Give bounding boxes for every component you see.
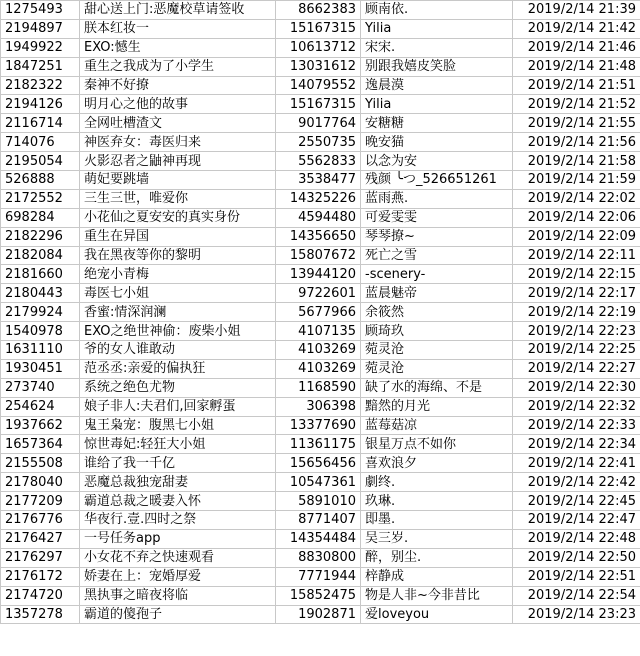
cell-id[interactable]: 2182322	[1, 76, 80, 95]
cell-datetime[interactable]: 2019/2/14 22:47	[513, 511, 640, 530]
cell-author-name[interactable]: 醉，别尘.	[361, 548, 513, 567]
cell-id[interactable]: 273740	[1, 378, 80, 397]
cell-title[interactable]: 黑执事之暗夜将临	[80, 586, 276, 605]
cell-title[interactable]: 爷的女人谁敢动	[80, 341, 276, 360]
cell-id[interactable]: 1631110	[1, 341, 80, 360]
cell-author-id[interactable]: 4103269	[276, 341, 361, 360]
cell-author-id[interactable]: 8830800	[276, 548, 361, 567]
table-row	[1, 189, 640, 208]
cell-author-name[interactable]: 琴琴撩~	[361, 227, 513, 246]
cell-title[interactable]: 毒医七小姐	[80, 284, 276, 303]
cell-title[interactable]: 神医弃女：毒医归来	[80, 133, 276, 152]
cell-author-id[interactable]: 5562833	[276, 152, 361, 171]
cell-author-name[interactable]: 以念为安	[361, 152, 513, 171]
cell-author-id[interactable]: 10613712	[276, 38, 361, 57]
table-row	[1, 38, 640, 57]
cell-datetime[interactable]: 2019/2/14 21:52	[513, 95, 640, 114]
cell-id[interactable]: 1949922	[1, 38, 80, 57]
table-body	[1, 1, 640, 624]
table-row	[1, 359, 640, 378]
cell-datetime[interactable]: 2019/2/14 22:50	[513, 548, 640, 567]
cell-author-id[interactable]: 5677966	[276, 303, 361, 322]
cell-title[interactable]: 谁给了我一千亿	[80, 454, 276, 473]
cell-title[interactable]: 绝宠小青梅	[80, 265, 276, 284]
cell-id[interactable]: 2172552	[1, 189, 80, 208]
cell-title[interactable]: 小花仙之夏安安的真实身份	[80, 208, 276, 227]
table-row	[1, 284, 640, 303]
cell-id[interactable]: 714076	[1, 133, 80, 152]
table-row	[1, 227, 640, 246]
cell-author-id[interactable]: 15167315	[276, 19, 361, 38]
cell-title[interactable]: 重生在异国	[80, 227, 276, 246]
cell-id[interactable]: 2176427	[1, 529, 80, 548]
cell-datetime[interactable]: 2019/2/14 21:48	[513, 57, 640, 76]
cell-datetime[interactable]: 2019/2/14 21:46	[513, 38, 640, 57]
cell-id[interactable]: 526888	[1, 171, 80, 190]
cell-datetime[interactable]: 2019/2/14 22:15	[513, 265, 640, 284]
cell-title[interactable]: 我在黑夜等你的黎明	[80, 246, 276, 265]
cell-datetime[interactable]: 2019/2/14 21:59	[513, 171, 640, 190]
cell-title[interactable]: 朕本红妆一	[80, 19, 276, 38]
cell-datetime[interactable]: 2019/2/14 21:55	[513, 114, 640, 133]
table-row	[1, 95, 640, 114]
cell-datetime[interactable]: 2019/2/14 22:30	[513, 378, 640, 397]
cell-datetime[interactable]: 2019/2/14 22:02	[513, 189, 640, 208]
cell-title[interactable]: 娘子非人:夫君们,回家孵蛋	[80, 397, 276, 416]
cell-datetime[interactable]: 2019/2/14 22:54	[513, 586, 640, 605]
cell-author-id[interactable]: 306398	[276, 397, 361, 416]
table-row	[1, 1, 640, 20]
cell-title[interactable]: 三生三世，唯爱你	[80, 189, 276, 208]
table-row	[1, 548, 640, 567]
cell-title[interactable]: 鬼王枭宠：腹黑七小姐	[80, 416, 276, 435]
cell-author-name[interactable]: 别跟我嬉皮笑脸	[361, 57, 513, 76]
table-row	[1, 303, 640, 322]
cell-author-name[interactable]: 蓝雨燕.	[361, 189, 513, 208]
cell-author-id[interactable]: 9722601	[276, 284, 361, 303]
cell-author-id[interactable]: 8771407	[276, 511, 361, 530]
cell-author-name[interactable]: 即墨.	[361, 511, 513, 530]
cell-datetime[interactable]: 2019/2/14 22:41	[513, 454, 640, 473]
cell-title[interactable]: 甜心送上门:恶魔校草请签收	[80, 1, 276, 20]
cell-id[interactable]: 2182084	[1, 246, 80, 265]
cell-author-id[interactable]: 15656456	[276, 454, 361, 473]
cell-id[interactable]: 2194126	[1, 95, 80, 114]
table-row	[1, 152, 640, 171]
table-row	[1, 473, 640, 492]
cell-title[interactable]: 火影忍者之鼬神再现	[80, 152, 276, 171]
cell-title[interactable]: 香蜜:情深润澜	[80, 303, 276, 322]
cell-author-name[interactable]: 晚安猫	[361, 133, 513, 152]
cell-author-id[interactable]: 13377690	[276, 416, 361, 435]
cell-title[interactable]: 全网吐槽渣文	[80, 114, 276, 133]
table-row	[1, 76, 640, 95]
cell-title[interactable]: 系统之绝色尤物	[80, 378, 276, 397]
cell-author-name[interactable]: 顾琦玖	[361, 322, 513, 341]
cell-title[interactable]: 明月心之他的故事	[80, 95, 276, 114]
cell-id[interactable]: 1540978	[1, 322, 80, 341]
cell-id[interactable]: 1275493	[1, 1, 80, 20]
cell-id[interactable]: 2194897	[1, 19, 80, 38]
table-row	[1, 529, 640, 548]
cell-datetime[interactable]: 2019/2/14 22:45	[513, 492, 640, 511]
table-row	[1, 57, 640, 76]
cell-id[interactable]: 1847251	[1, 57, 80, 76]
cell-author-name[interactable]: 菀灵沧	[361, 359, 513, 378]
cell-id[interactable]: 2176776	[1, 511, 80, 530]
cell-id[interactable]: 2174720	[1, 586, 80, 605]
cell-author-name[interactable]: 逸晨漠	[361, 76, 513, 95]
table-row	[1, 511, 640, 530]
cell-datetime[interactable]: 2019/2/14 22:11	[513, 246, 640, 265]
cell-title[interactable]: 萌妃要跳墙	[80, 171, 276, 190]
table-row	[1, 171, 640, 190]
cell-title[interactable]: 秦神不好撩	[80, 76, 276, 95]
cell-title[interactable]: 娇妻在上：宠婚厚爱	[80, 567, 276, 586]
cell-author-name[interactable]: 劇终.	[361, 473, 513, 492]
cell-datetime[interactable]: 2019/2/14 22:34	[513, 435, 640, 454]
cell-author-id[interactable]: 5891010	[276, 492, 361, 511]
cell-author-id[interactable]: 14354484	[276, 529, 361, 548]
cell-datetime[interactable]: 2019/2/14 22:09	[513, 227, 640, 246]
cell-datetime[interactable]: 2019/2/14 21:39	[513, 1, 640, 20]
cell-id[interactable]: 2195054	[1, 152, 80, 171]
cell-author-id[interactable]: 4103269	[276, 359, 361, 378]
table-row	[1, 19, 640, 38]
cell-author-name[interactable]: 银星万点不如你	[361, 435, 513, 454]
cell-author-name[interactable]: 死亡之雪	[361, 246, 513, 265]
cell-id[interactable]: 2116714	[1, 114, 80, 133]
cell-id[interactable]: 2155508	[1, 454, 80, 473]
cell-id[interactable]: 254624	[1, 397, 80, 416]
cell-title[interactable]: 范丞丞:亲爱的偏执狂	[80, 359, 276, 378]
cell-id[interactable]: 2182296	[1, 227, 80, 246]
cell-author-name[interactable]: 菀灵沧	[361, 341, 513, 360]
cell-id[interactable]: 2176172	[1, 567, 80, 586]
cell-author-name[interactable]: 顾南依.	[361, 1, 513, 20]
cell-author-name[interactable]: 蓝莓菇凉	[361, 416, 513, 435]
cell-datetime[interactable]: 2019/2/14 23:23	[513, 605, 640, 624]
table-row	[1, 265, 640, 284]
cell-title[interactable]: 小女花不弃之快速观看	[80, 548, 276, 567]
cell-author-id[interactable]: 13944120	[276, 265, 361, 284]
cell-id[interactable]: 2181660	[1, 265, 80, 284]
table-row	[1, 567, 640, 586]
cell-author-name[interactable]: Yilia	[361, 95, 513, 114]
table-row	[1, 586, 640, 605]
cell-datetime[interactable]: 2019/2/14 22:51	[513, 567, 640, 586]
cell-author-name[interactable]: 玖琳.	[361, 492, 513, 511]
cell-author-id[interactable]: 15167315	[276, 95, 361, 114]
cell-author-id[interactable]: 2550735	[276, 133, 361, 152]
cell-datetime[interactable]: 2019/2/14 22:19	[513, 303, 640, 322]
cell-author-id[interactable]: 14079552	[276, 76, 361, 95]
cell-id[interactable]: 2179924	[1, 303, 80, 322]
cell-title[interactable]: 恶魔总裁独宠甜妻	[80, 473, 276, 492]
cell-author-name[interactable]: 蓝晨魅帝	[361, 284, 513, 303]
table-row	[1, 341, 640, 360]
cell-id[interactable]: 2176297	[1, 548, 80, 567]
table-row	[1, 435, 640, 454]
cell-datetime[interactable]: 2019/2/14 22:42	[513, 473, 640, 492]
cell-author-id[interactable]: 4594480	[276, 208, 361, 227]
cell-id[interactable]: 1937662	[1, 416, 80, 435]
cell-author-name[interactable]: 物是人非~今非昔比	[361, 586, 513, 605]
cell-title[interactable]: 重生之我成为了小学生	[80, 57, 276, 76]
cell-author-id[interactable]: 7771944	[276, 567, 361, 586]
cell-author-id[interactable]: 15807672	[276, 246, 361, 265]
cell-datetime[interactable]: 2019/2/14 21:56	[513, 133, 640, 152]
cell-datetime[interactable]: 2019/2/14 22:27	[513, 359, 640, 378]
cell-id[interactable]: 1357278	[1, 605, 80, 624]
cell-author-id[interactable]: 14356650	[276, 227, 361, 246]
cell-author-id[interactable]: 10547361	[276, 473, 361, 492]
cell-datetime[interactable]: 2019/2/14 22:06	[513, 208, 640, 227]
table-row	[1, 605, 640, 624]
cell-author-id[interactable]: 13031612	[276, 57, 361, 76]
cell-author-name[interactable]: 黯然的月光	[361, 397, 513, 416]
cell-datetime[interactable]: 2019/2/14 21:51	[513, 76, 640, 95]
cell-datetime[interactable]: 2019/2/14 22:23	[513, 322, 640, 341]
cell-title[interactable]: 华夜行.壹.四时之祭	[80, 511, 276, 530]
cell-author-id[interactable]: 8662383	[276, 1, 361, 20]
cell-author-name[interactable]: 余筱然	[361, 303, 513, 322]
cell-author-id[interactable]: 9017764	[276, 114, 361, 133]
table-row	[1, 208, 640, 227]
cell-author-name[interactable]: -scenery-	[361, 265, 513, 284]
cell-author-id[interactable]: 1902871	[276, 605, 361, 624]
table-row	[1, 246, 640, 265]
table-row	[1, 378, 640, 397]
cell-datetime[interactable]: 2019/2/14 22:25	[513, 341, 640, 360]
cell-author-id[interactable]: 3538477	[276, 171, 361, 190]
cell-datetime[interactable]: 2019/2/14 22:48	[513, 529, 640, 548]
cell-author-id[interactable]: 1168590	[276, 378, 361, 397]
cell-title[interactable]: 一号任务app	[80, 529, 276, 548]
table-row	[1, 492, 640, 511]
cell-datetime[interactable]: 2019/2/14 21:42	[513, 19, 640, 38]
cell-author-name[interactable]: 吴三岁.	[361, 529, 513, 548]
cell-datetime[interactable]: 2019/2/14 21:58	[513, 152, 640, 171]
table-row	[1, 133, 640, 152]
cell-author-name[interactable]: 梓静成	[361, 567, 513, 586]
cell-id[interactable]: 2177209	[1, 492, 80, 511]
cell-author-name[interactable]: 可爱雯雯	[361, 208, 513, 227]
cell-title[interactable]: EXO之绝世神偷：废柴小姐	[80, 322, 276, 341]
table-row	[1, 114, 640, 133]
cell-datetime[interactable]: 2019/2/14 22:33	[513, 416, 640, 435]
cell-id[interactable]: 2178040	[1, 473, 80, 492]
table-row	[1, 454, 640, 473]
cell-title[interactable]: 惊世毒妃:轻狂大小姐	[80, 435, 276, 454]
cell-id[interactable]: 2180443	[1, 284, 80, 303]
cell-title[interactable]: 霸道的傻孢子	[80, 605, 276, 624]
table-row	[1, 416, 640, 435]
cell-author-name[interactable]: Yilia	[361, 19, 513, 38]
cell-author-name[interactable]: 爱loveyou	[361, 605, 513, 624]
cell-title[interactable]: 霸道总裁之暖妻入怀	[80, 492, 276, 511]
cell-datetime[interactable]: 2019/2/14 22:17	[513, 284, 640, 303]
cell-id[interactable]: 1657364	[1, 435, 80, 454]
cell-id[interactable]: 698284	[1, 208, 80, 227]
cell-author-id[interactable]: 4107135	[276, 322, 361, 341]
cell-author-name[interactable]: 安糖糖	[361, 114, 513, 133]
cell-author-id[interactable]: 11361175	[276, 435, 361, 454]
cell-author-id[interactable]: 15852475	[276, 586, 361, 605]
cell-author-name[interactable]: 喜欢浪夕	[361, 454, 513, 473]
table-row	[1, 322, 640, 341]
cell-author-id[interactable]: 14325226	[276, 189, 361, 208]
cell-title[interactable]: EXO:憾生	[80, 38, 276, 57]
cell-author-name[interactable]: 残颜 ╰つ_526651261	[361, 171, 513, 190]
cell-id[interactable]: 1930451	[1, 359, 80, 378]
table-row	[1, 397, 640, 416]
cell-datetime[interactable]: 2019/2/14 22:32	[513, 397, 640, 416]
cell-author-name[interactable]: 缺了水的海绵、不是	[361, 378, 513, 397]
cell-author-name[interactable]: 宋宋.	[361, 38, 513, 57]
